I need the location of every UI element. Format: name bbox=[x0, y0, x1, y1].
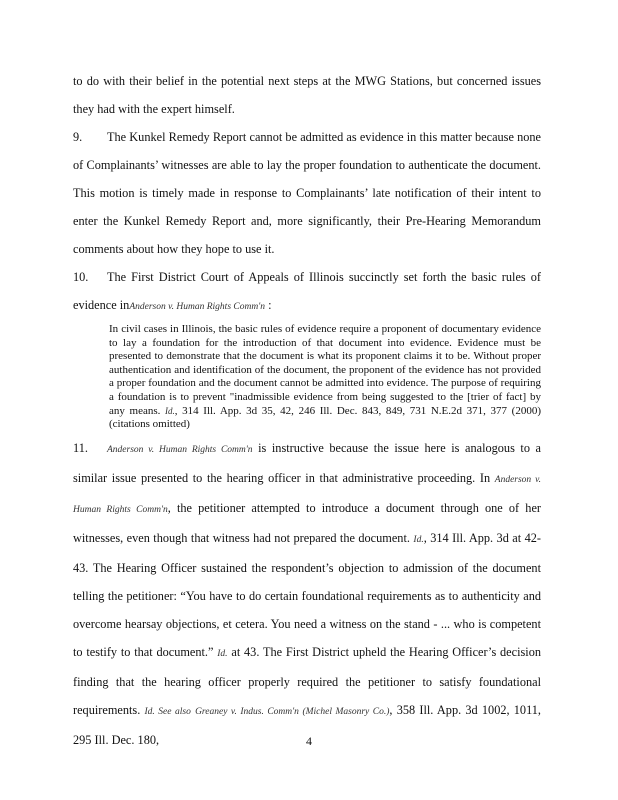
case-name: Greaney v. Indus. Comm'n (Michel Masonry Co.) bbox=[195, 706, 390, 717]
paragraph-11 bbox=[73, 434, 541, 754]
paragraph-text: , 358 Ill. App. 3d 1002, 1011, 295 Ill. Dec. 180, bbox=[73, 702, 541, 747]
body-text bbox=[73, 67, 541, 754]
case-name: Anderson v. Human Rights Comm'n bbox=[73, 474, 541, 515]
paragraph-number: 10. bbox=[73, 270, 89, 284]
paragraph-text: at 43. The First District upheld the Hearing Officer’s decision finding that the hearing officer properly required the petitioner to satisfy foundational requirements. bbox=[73, 644, 541, 717]
quote-citation: , 314 Ill. App. 3d 35, 42, 246 Ill. Dec. 843, 849, 731 N.E.2d 371, 377 (2000) (citations omitted) bbox=[109, 404, 542, 431]
paragraph-text: , the petitioner attempted to introduce a document through one of her witnesses, even though that witness had not prepared the document. bbox=[73, 500, 541, 545]
case-name: Anderson v. Human Rights Comm'n bbox=[129, 302, 265, 312]
block-quote bbox=[109, 323, 541, 432]
paragraph-9 bbox=[73, 123, 541, 263]
paragraph-text: The Kunkel Remedy Report cannot be admitted as evidence in this matter because none of Complainants’ witnesses are able to lay the proper foundation to authenticate the document. This motion is timely made in response to Complainants’ late notification of their intent to enter the Kunkel Remedy Report and, more significantly, their Pre-Hearing Memorandum comments about how they hope to use it. bbox=[73, 130, 541, 256]
paragraph-end: : bbox=[268, 298, 272, 312]
quote-text: In civil cases in Illinois, the basic rules of evidence require a proponent of documentary evidence to lay a foundation for the introduction of that document into evidence. Evidence must be presented to demonstrate that the document is what its proponent claims it to be. Without proper authentication and identification of the document, the proponent of the evidence has not provided a proper foundation and the document cannot be admitted into evidence. The purpose of requiring a foundation is to prevent "inadmissible evidence from being suggested to the [trier of fact] by any means. bbox=[109, 323, 541, 417]
paragraph-text: The First District Court of Appeals of Illinois succinctly set forth the basic rules of evidence in bbox=[73, 270, 541, 312]
citation-id: Id. bbox=[217, 648, 228, 659]
paragraph-text: to do with their belief in the potential next steps at the MWG Stations, but concerned issues they had with the expert himself. bbox=[73, 74, 541, 116]
citation-id: Id. bbox=[413, 534, 424, 545]
paragraph-text: is instructive because the issue here is analogous to a similar issue presented to the hearing officer in that administrative proceeding. In bbox=[73, 440, 541, 485]
paragraph-10 bbox=[73, 263, 541, 321]
paragraph-number: 11. bbox=[73, 440, 88, 455]
page-number: 4 bbox=[306, 734, 312, 748]
citation-id: Id. See also bbox=[144, 706, 191, 717]
case-name: Anderson v. Human Rights Comm'n bbox=[107, 444, 253, 455]
paragraph-text: , 314 Ill. App. 3d at 42-43. The Hearing Officer sustained the respondent’s objection to admission of the document telling the petitioner: “You have to do certain foundational requirements as to authenticity and overcome hearsay objections, et cetera. You need a witness on the stand - ... who is competent to testify to that document.” bbox=[73, 530, 542, 659]
paragraph-number: 9. bbox=[73, 130, 83, 144]
paragraph-continuation bbox=[73, 67, 541, 123]
citation-id: Id. bbox=[165, 405, 175, 416]
